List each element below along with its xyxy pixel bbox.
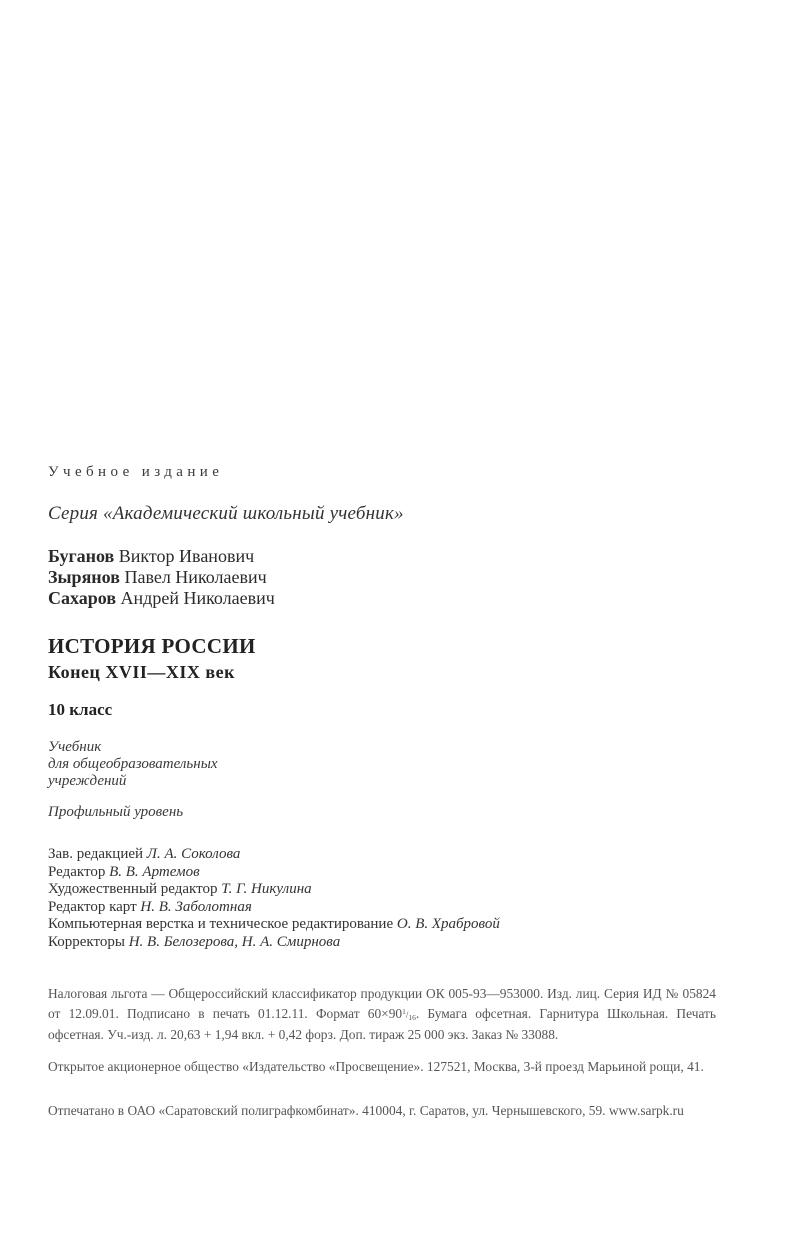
publisher-info (48, 1058, 716, 1076)
book-description (48, 739, 218, 790)
tax-text-before-format: Налоговая льгота — Общероссийский классификатор продукции ОК 005-93—953000. Изд. лиц. Серия ИД № 05824 от 12.09.01. Подписано в печать 01.12.11. Формат 60×90 (48, 986, 716, 1021)
edition-type: Учебное издание (48, 464, 224, 480)
format-denominator: 16 (408, 1012, 416, 1022)
credit-role: Редактор карт (48, 898, 137, 915)
level-label: Профильный уровень (48, 804, 184, 820)
credit-person: О. В. Храбровой (396, 916, 500, 933)
credit-person: Н. В. Белозерова, Н. А. Смирнова (128, 933, 341, 950)
credits-list (48, 846, 500, 952)
format-numerator: 1 (402, 1006, 406, 1016)
author-given-name: Павел Николаевич (124, 567, 267, 587)
description-line: Учебник (48, 739, 102, 755)
credit-role: Художественный редактор (48, 881, 218, 898)
tax-and-format-text (48, 985, 716, 1044)
author-given-name: Андрей Николаевич (120, 588, 275, 608)
book-subtitle: Конец XVII—XIX век (48, 662, 235, 682)
credit-line (48, 934, 500, 952)
series-title: Серия «Академический школьный учебник» (48, 503, 404, 524)
credit-person: В. В. Артемов (109, 863, 200, 880)
author-surname: Сахаров (48, 588, 117, 608)
author-surname: Зырянов (48, 567, 120, 587)
format-fraction: $^1/_{16}$ (402, 1006, 416, 1022)
credit-role: Корректоры (48, 933, 125, 950)
author-entry (48, 588, 275, 609)
printer-text: Отпечатано в ОАО «Саратовский полиграфкомбинат». 410004, г. Саратов, ул. Чернышевского, 59. www.sarpk.ru (48, 1103, 684, 1118)
credit-role: Редактор (48, 863, 106, 880)
author-entry (48, 546, 275, 567)
credit-line (48, 899, 500, 917)
tax-text-after-format: . Бумага офсетная. Гарнитура Школьная. Печать офсетная. Уч.-изд. л. 20,63 + 1,94 вкл. + 0,42 форз. Доп. тираж 25 000 экз. Заказ № 33088. (48, 1005, 716, 1043)
tax-and-format-info (48, 985, 716, 1044)
grade-label: 10 класс (48, 700, 113, 719)
author-given-name: Виктор Иванович (118, 546, 255, 566)
description-line: учреждений (48, 773, 127, 789)
credit-role: Компьютерная верстка и техническое редактирование (48, 916, 394, 933)
author-surname: Буганов (48, 546, 115, 566)
authors-list (48, 546, 275, 609)
credit-person: Н. В. Заболотная (140, 898, 252, 915)
credit-person: Л. А. Соколова (146, 846, 241, 862)
printer-info (48, 1102, 716, 1120)
author-entry (48, 567, 275, 588)
credit-line (48, 864, 500, 882)
publisher-text: Открытое акционерное общество «Издательство «Просвещение». 127521, Москва, 3-й проезд Марьиной рощи, 41. (48, 1059, 704, 1074)
credit-role: Зав. редакцией (48, 846, 144, 862)
credit-line (48, 881, 500, 899)
credit-line (48, 846, 500, 864)
credit-person: Т. Г. Никулина (221, 881, 312, 898)
description-line: для общеобразовательных (48, 756, 218, 772)
credit-line (48, 916, 500, 934)
book-title: ИСТОРИЯ РОССИИ (48, 634, 256, 658)
